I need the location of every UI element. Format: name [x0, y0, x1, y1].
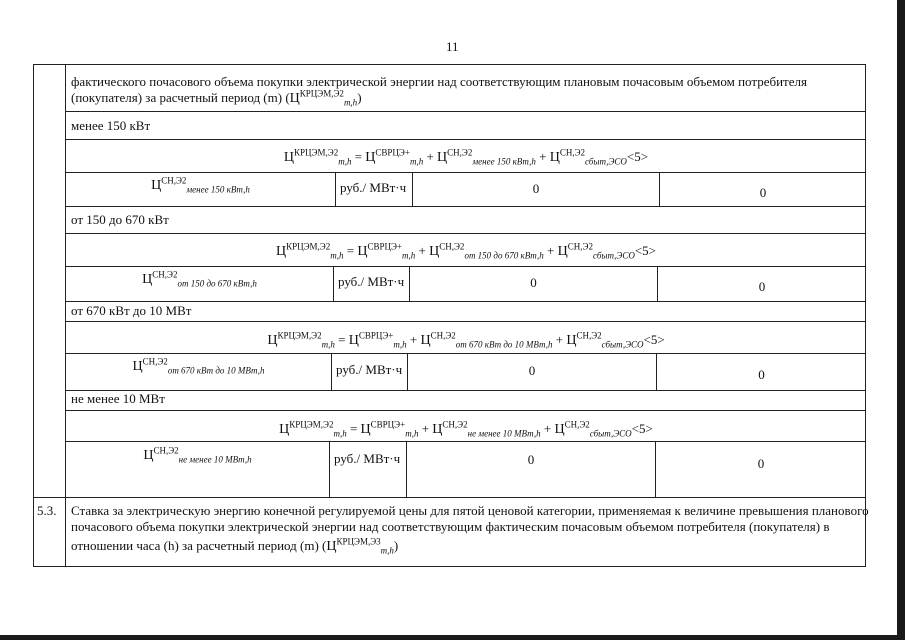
divider [329, 441, 330, 497]
divider [65, 206, 866, 207]
tariff-name: $Ц^{СН,Э2}_{не менее 10 МВт,h}$ [143, 445, 252, 465]
scan-border-right [897, 0, 905, 640]
divider [65, 266, 866, 267]
divider [65, 139, 866, 140]
formula: $Ц^{КРЦЭМ,Э2}_{m,h} = Ц^{СВРЦЭ+}_{m,h} + Ц^{СН,Э2}_{не менее 10 МВт,h} + Ц^{СН,Э2}_{сбыт,ЭСО}<5>$ [279, 419, 653, 439]
value-1: 0 [527, 452, 535, 467]
value-1: 0 [530, 275, 537, 290]
section-label: менее 150 кВт [71, 118, 151, 133]
divider [65, 353, 866, 354]
divider [406, 441, 407, 497]
intro-line-1: фактического почасового объема покупки электрической энергии над соответствующим плановым почасовым объемом потребителя [71, 74, 807, 89]
intro-line-2: (покупателя) за расчетный период (m) $(Ц^{КРЦЭМ,Э2}_{m,h})$ [71, 88, 362, 108]
tariff-name: $Ц^{СН,Э2}_{от 670 кВт до 10 МВт,h}$ [132, 356, 265, 376]
tariff-name: $Ц^{СН,Э2}_{менее 150 кВт,h}$ [151, 175, 250, 195]
unit: руб./ МВт·ч [340, 180, 407, 195]
unit: руб./ МВт·ч [338, 274, 405, 289]
value-1: 0 [532, 181, 540, 196]
value-1: 0 [528, 363, 536, 378]
divider [335, 172, 336, 206]
tariff-name: $Ц^{СН,Э2}_{от 150 до 670 кВт,h}$ [142, 269, 257, 289]
value-2: 0 [759, 185, 767, 200]
formula: $Ц^{КРЦЭМ,Э2}_{m,h} = Ц^{СВРЦЭ+}_{m,h} + Ц^{СН,Э2}_{от 150 до 670 кВт,h} + Ц^{СН,Э2}_{сбыт,ЭСО}<5>$ [275, 241, 656, 261]
unit: руб./ МВт·ч [336, 362, 403, 377]
value-2: 0 [758, 279, 766, 294]
section-label: не менее 10 МВт [71, 391, 165, 406]
divider [65, 410, 866, 411]
divider [65, 321, 866, 322]
divider [34, 497, 866, 498]
divider [65, 111, 866, 112]
formula: $Ц^{КРЦЭМ,Э2}_{m,h} = Ц^{СВРЦЭ+}_{m,h} + Ц^{СН,Э2}_{менее 150 кВт,h} + Ц^{СН,Э2}_{сбыт,ЭСО}<5>$ [283, 147, 649, 167]
page-number: 11 [446, 39, 459, 54]
section-label: от 150 до 670 кВт [71, 212, 169, 227]
unit: руб./ МВт·ч [334, 451, 401, 466]
value-2: 0 [758, 367, 765, 382]
number-column-divider [65, 65, 66, 567]
section-label: от 670 кВт до 10 МВт [71, 303, 192, 318]
item-text-line-1: Ставка за электрическую энергию конечной регулируемой цены для пятой ценовой категории, применяемая к величине превышения планового [71, 503, 869, 518]
formula: $Ц^{КРЦЭМ,Э2}_{m,h} = Ц^{СВРЦЭ+}_{m,h} + Ц^{СН,Э2}_{от 670 кВт до 10 МВт,h} + Ц^{СН,Э2}_{сбыт,ЭСО}<5>$ [267, 330, 665, 350]
item-text-line-3: отношении часа (h) за расчетный период (m) $(Ц^{КРЦЭМ,Э3}_{m,h})$ [71, 536, 399, 556]
item-text-line-2: почасового объема покупки электрической энергии над соответствующим фактическим почасовым объемом потребителя (покупателя) в [71, 519, 830, 534]
divider [333, 266, 334, 301]
divider [65, 233, 866, 234]
divider [65, 172, 866, 173]
scan-border-bottom [0, 635, 905, 640]
value-2: 0 [757, 456, 765, 471]
divider [65, 441, 866, 442]
item-number: 5.3. [37, 503, 57, 518]
divider [65, 390, 866, 391]
tariff-table [33, 64, 869, 567]
divider [331, 353, 332, 390]
